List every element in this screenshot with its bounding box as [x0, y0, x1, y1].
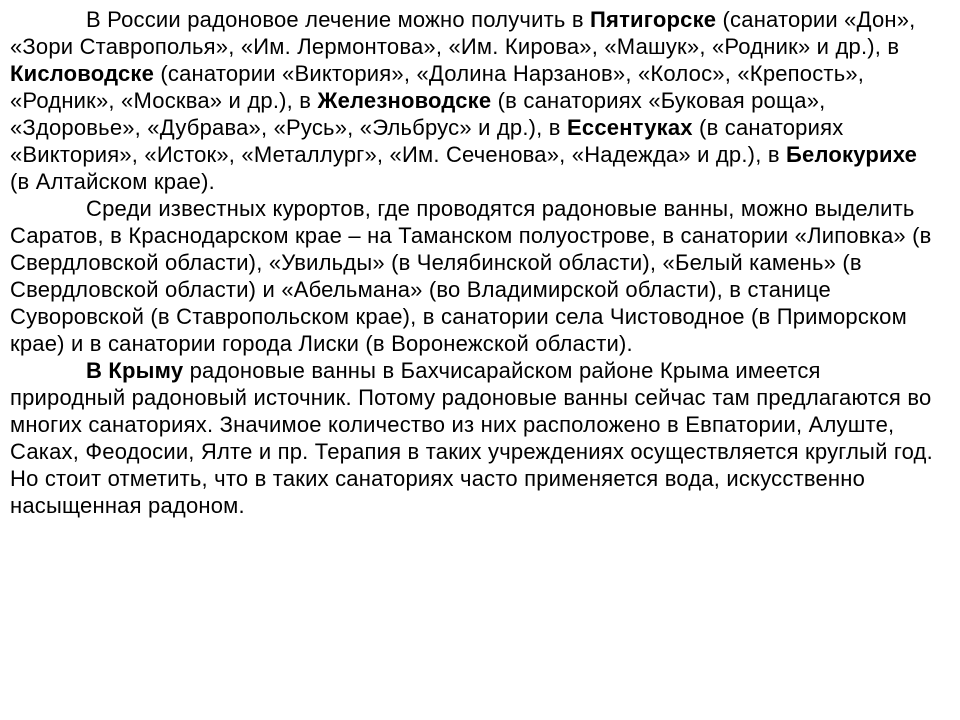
paragraph-crimea: [10, 357, 942, 519]
text-run: (в санаториях «Буковая роща», «Здоровье», «Дубрава», «Русь», «Эльбрус» и др.), в: [10, 88, 826, 140]
text-run: (в санаториях «Виктория», «Исток», «Металлург», «Им. Сеченова», «Надежда» и др.), в: [10, 115, 844, 167]
region-crimea: В Крыму: [86, 358, 184, 383]
text-run: В России радоновое лечение можно получить в: [86, 7, 591, 32]
city-essentuki: Ессентуках: [567, 115, 693, 140]
text-run: (санатории «Дон», «Зори Ставрополья», «Им. Лермонтова», «Им. Кирова», «Машук», «Родник» и др.), в: [10, 7, 916, 59]
text-run: Среди известных курортов, где проводятся радоновые ванны, можно выделить Саратов, в Краснодарском крае – на Таманском полуострове, в санатории «Липовка» (в Свердловской области), «Увильды» (в Челябинской области), «Белый камень» (в Свердловской области) и «Абельмана» (во Владимирской области), в станице Суворовской (в Ставропольском крае), в санатории села Чистоводное (в Приморском крае) и в санатории города Лиски (в Воронежской области).: [10, 196, 932, 356]
text-run: радоновые ванны в Бахчисарайском районе Крыма имеется природный радоновый источник. Потому радоновые ванны сейчас там предлагаются во многих санаториях. Значимое количество из них расположено в Евпатории, Алуште, Саках, Феодосии, Ялте и пр. Терапия в таких учреждениях осуществляется круглый год. Но стоит отметить, что в таких санаториях часто применяется вода, искусственно насыщенная радоном.: [10, 358, 933, 518]
paragraph-other-resorts: [10, 195, 942, 357]
text-run: (в Алтайском крае).: [10, 169, 215, 194]
city-pyatigorsk: Пятигорске: [590, 7, 717, 32]
city-kislovodsk: Кисловодске: [10, 61, 155, 86]
city-zheleznovodsk: Железноводске: [317, 88, 492, 113]
city-belokurikha: Белокурихе: [786, 142, 918, 167]
paragraph-pyatigorsk: [10, 6, 942, 195]
text-run: (санатории «Виктория», «Долина Нарзанов», «Колос», «Крепость», «Родник», «Москва» и др.), в: [10, 61, 865, 113]
